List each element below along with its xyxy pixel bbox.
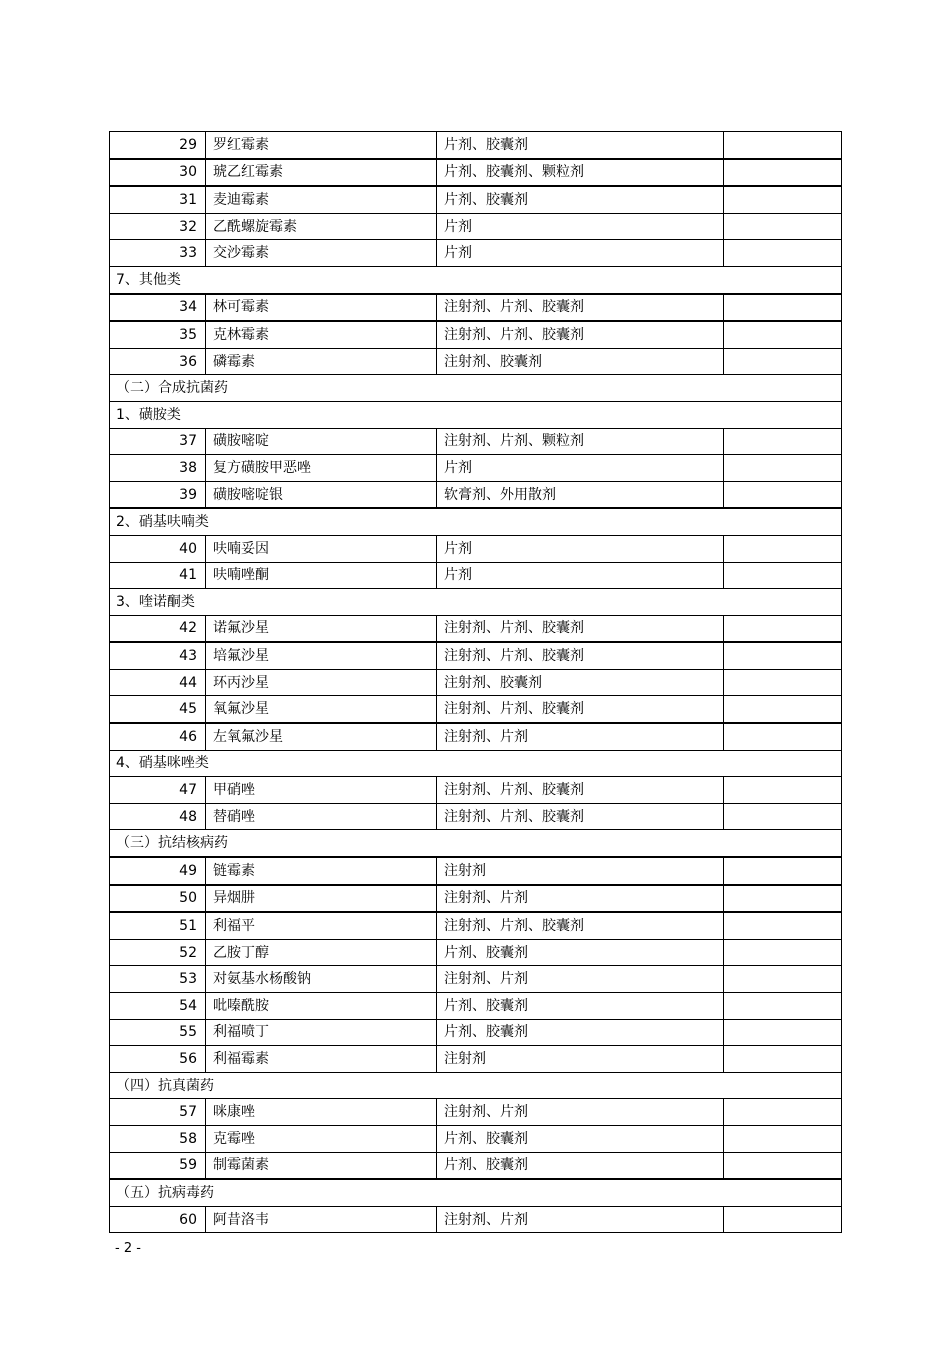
section-label: （四）抗真菌药	[110, 1072, 842, 1099]
section-row	[110, 401, 842, 428]
drug-name: 克林霉素	[206, 321, 437, 348]
drug-name: 替硝唑	[206, 803, 437, 830]
drug-number: 44	[110, 669, 206, 696]
drug-number: 31	[110, 186, 206, 213]
section-row	[110, 750, 842, 777]
drug-number: 40	[110, 535, 206, 562]
drug-name: 制霉菌素	[206, 1152, 437, 1179]
drug-row	[110, 642, 842, 669]
section-label: 7、其他类	[110, 266, 842, 293]
remarks-cell	[724, 723, 842, 750]
remarks-cell	[724, 777, 842, 804]
drug-row	[110, 939, 842, 966]
drug-name: 麦迪霉素	[206, 186, 437, 213]
drug-name: 环丙沙星	[206, 669, 437, 696]
drug-row	[110, 132, 842, 159]
section-label: 3、喹诺酮类	[110, 589, 842, 616]
remarks-cell	[724, 803, 842, 830]
dosage-form: 注射剂、片剂、胶囊剂	[437, 803, 724, 830]
drug-number: 34	[110, 294, 206, 322]
dosage-form: 注射剂、片剂、胶囊剂	[437, 615, 724, 642]
dosage-form: 注射剂、胶囊剂	[437, 348, 724, 375]
remarks-cell	[724, 1046, 842, 1073]
drug-row	[110, 213, 842, 240]
remarks-cell	[724, 1152, 842, 1179]
drug-row	[110, 1099, 842, 1126]
drug-row	[110, 1125, 842, 1152]
drug-number: 45	[110, 696, 206, 723]
drug-number: 53	[110, 966, 206, 993]
drug-number: 60	[110, 1206, 206, 1233]
dosage-form: 注射剂、片剂、胶囊剂	[437, 696, 724, 723]
remarks-cell	[724, 696, 842, 723]
drug-number: 52	[110, 939, 206, 966]
drug-number: 38	[110, 455, 206, 482]
remarks-cell	[724, 615, 842, 642]
remarks-cell	[724, 159, 842, 187]
section-label: （二）合成抗菌药	[110, 375, 842, 402]
drug-number: 56	[110, 1046, 206, 1073]
dosage-form: 片剂、胶囊剂	[437, 186, 724, 213]
drug-number: 51	[110, 912, 206, 939]
drug-row	[110, 321, 842, 348]
drug-name: 呋喃妥因	[206, 535, 437, 562]
drug-number: 33	[110, 240, 206, 267]
dosage-form: 注射剂、片剂、胶囊剂	[437, 777, 724, 804]
dosage-form: 注射剂、片剂、颗粒剂	[437, 428, 724, 455]
drug-row	[110, 777, 842, 804]
section-label: （五）抗病毒药	[110, 1179, 842, 1206]
remarks-cell	[724, 966, 842, 993]
drug-row	[110, 966, 842, 993]
drug-row	[110, 723, 842, 750]
drug-row	[110, 562, 842, 589]
drug-row	[110, 696, 842, 723]
dosage-form: 片剂、胶囊剂	[437, 132, 724, 159]
drug-name: 对氨基水杨酸钠	[206, 966, 437, 993]
section-label: 1、磺胺类	[110, 401, 842, 428]
section-row	[110, 1179, 842, 1206]
remarks-cell	[724, 132, 842, 159]
drug-name: 吡嗪酰胺	[206, 993, 437, 1020]
drug-name: 乙胺丁醇	[206, 939, 437, 966]
section-row	[110, 266, 842, 293]
drug-number: 47	[110, 777, 206, 804]
drug-row	[110, 186, 842, 213]
drug-row	[110, 803, 842, 830]
drug-number: 36	[110, 348, 206, 375]
dosage-form: 注射剂、片剂	[437, 966, 724, 993]
drug-name: 左氧氟沙星	[206, 723, 437, 750]
drug-list-table	[109, 131, 842, 1233]
drug-name: 利福平	[206, 912, 437, 939]
drug-number: 49	[110, 857, 206, 885]
drug-row	[110, 535, 842, 562]
drug-name: 磷霉素	[206, 348, 437, 375]
drug-name: 乙酰螺旋霉素	[206, 213, 437, 240]
dosage-form: 片剂、胶囊剂	[437, 1125, 724, 1152]
dosage-form: 软膏剂、外用散剂	[437, 481, 724, 508]
section-row	[110, 1072, 842, 1099]
dosage-form: 片剂、胶囊剂	[437, 1019, 724, 1046]
remarks-cell	[724, 939, 842, 966]
remarks-cell	[724, 857, 842, 885]
dosage-form: 片剂	[437, 455, 724, 482]
drug-row	[110, 857, 842, 885]
dosage-form: 注射剂、片剂	[437, 1099, 724, 1126]
dosage-form: 注射剂、片剂、胶囊剂	[437, 294, 724, 322]
section-row	[110, 830, 842, 857]
drug-number: 41	[110, 562, 206, 589]
dosage-form: 片剂、胶囊剂	[437, 939, 724, 966]
drug-row	[110, 428, 842, 455]
drug-name: 链霉素	[206, 857, 437, 885]
drug-number: 37	[110, 428, 206, 455]
dosage-form: 片剂	[437, 213, 724, 240]
drug-number: 57	[110, 1099, 206, 1126]
remarks-cell	[724, 1125, 842, 1152]
drug-row	[110, 294, 842, 322]
drug-number: 43	[110, 642, 206, 669]
drug-row	[110, 912, 842, 939]
remarks-cell	[724, 642, 842, 669]
section-row	[110, 589, 842, 616]
remarks-cell	[724, 669, 842, 696]
drug-number: 32	[110, 213, 206, 240]
drug-name: 呋喃唑酮	[206, 562, 437, 589]
drug-number: 54	[110, 993, 206, 1020]
drug-number: 50	[110, 885, 206, 913]
section-label: 2、硝基呋喃类	[110, 508, 842, 535]
drug-row	[110, 455, 842, 482]
dosage-form: 片剂、胶囊剂、颗粒剂	[437, 159, 724, 187]
dosage-form: 注射剂、片剂	[437, 885, 724, 913]
remarks-cell	[724, 213, 842, 240]
dosage-form: 片剂、胶囊剂	[437, 1152, 724, 1179]
drug-name: 利福喷丁	[206, 1019, 437, 1046]
drug-name: 利福霉素	[206, 1046, 437, 1073]
page-number: - 2 -	[115, 1241, 141, 1256]
dosage-form: 注射剂、片剂、胶囊剂	[437, 912, 724, 939]
drug-name: 磺胺嘧啶银	[206, 481, 437, 508]
drug-name: 磺胺嘧啶	[206, 428, 437, 455]
remarks-cell	[724, 294, 842, 322]
drug-name: 氧氟沙星	[206, 696, 437, 723]
dosage-form: 注射剂、胶囊剂	[437, 669, 724, 696]
drug-row	[110, 1046, 842, 1073]
drug-name: 异烟肼	[206, 885, 437, 913]
drug-name: 复方磺胺甲恶唑	[206, 455, 437, 482]
drug-row	[110, 240, 842, 267]
drug-row	[110, 1206, 842, 1233]
drug-name: 培氟沙星	[206, 642, 437, 669]
remarks-cell	[724, 1019, 842, 1046]
dosage-form: 片剂	[437, 535, 724, 562]
drug-row	[110, 481, 842, 508]
drug-row	[110, 159, 842, 187]
remarks-cell	[724, 321, 842, 348]
drug-row	[110, 615, 842, 642]
drug-number: 58	[110, 1125, 206, 1152]
drug-name: 罗红霉素	[206, 132, 437, 159]
drug-number: 30	[110, 159, 206, 187]
dosage-form: 注射剂、片剂、胶囊剂	[437, 642, 724, 669]
dosage-form: 片剂	[437, 240, 724, 267]
drug-row	[110, 993, 842, 1020]
remarks-cell	[724, 455, 842, 482]
drug-name: 林可霉素	[206, 294, 437, 322]
drug-row	[110, 1152, 842, 1179]
remarks-cell	[724, 428, 842, 455]
drug-name: 咪康唑	[206, 1099, 437, 1126]
dosage-form: 片剂、胶囊剂	[437, 993, 724, 1020]
remarks-cell	[724, 885, 842, 913]
dosage-form: 注射剂、片剂	[437, 723, 724, 750]
drug-name: 克霉唑	[206, 1125, 437, 1152]
remarks-cell	[724, 240, 842, 267]
remarks-cell	[724, 481, 842, 508]
dosage-form: 注射剂、片剂、胶囊剂	[437, 321, 724, 348]
drug-list-body	[110, 132, 842, 1233]
remarks-cell	[724, 1206, 842, 1233]
drug-row	[110, 885, 842, 913]
remarks-cell	[724, 1099, 842, 1126]
dosage-form: 注射剂	[437, 1046, 724, 1073]
drug-row	[110, 348, 842, 375]
drug-number: 48	[110, 803, 206, 830]
drug-row	[110, 1019, 842, 1046]
section-row	[110, 375, 842, 402]
remarks-cell	[724, 562, 842, 589]
remarks-cell	[724, 535, 842, 562]
drug-number: 39	[110, 481, 206, 508]
drug-name: 阿昔洛韦	[206, 1206, 437, 1233]
section-row	[110, 508, 842, 535]
drug-name: 琥乙红霉素	[206, 159, 437, 187]
remarks-cell	[724, 993, 842, 1020]
drug-row	[110, 669, 842, 696]
drug-number: 35	[110, 321, 206, 348]
remarks-cell	[724, 912, 842, 939]
drug-number: 55	[110, 1019, 206, 1046]
drug-number: 29	[110, 132, 206, 159]
drug-number: 42	[110, 615, 206, 642]
remarks-cell	[724, 186, 842, 213]
drug-number: 46	[110, 723, 206, 750]
drug-name: 交沙霉素	[206, 240, 437, 267]
dosage-form: 注射剂、片剂	[437, 1206, 724, 1233]
drug-name: 甲硝唑	[206, 777, 437, 804]
section-label: （三）抗结核病药	[110, 830, 842, 857]
dosage-form: 片剂	[437, 562, 724, 589]
dosage-form: 注射剂	[437, 857, 724, 885]
remarks-cell	[724, 348, 842, 375]
section-label: 4、硝基咪唑类	[110, 750, 842, 777]
drug-name: 诺氟沙星	[206, 615, 437, 642]
drug-number: 59	[110, 1152, 206, 1179]
